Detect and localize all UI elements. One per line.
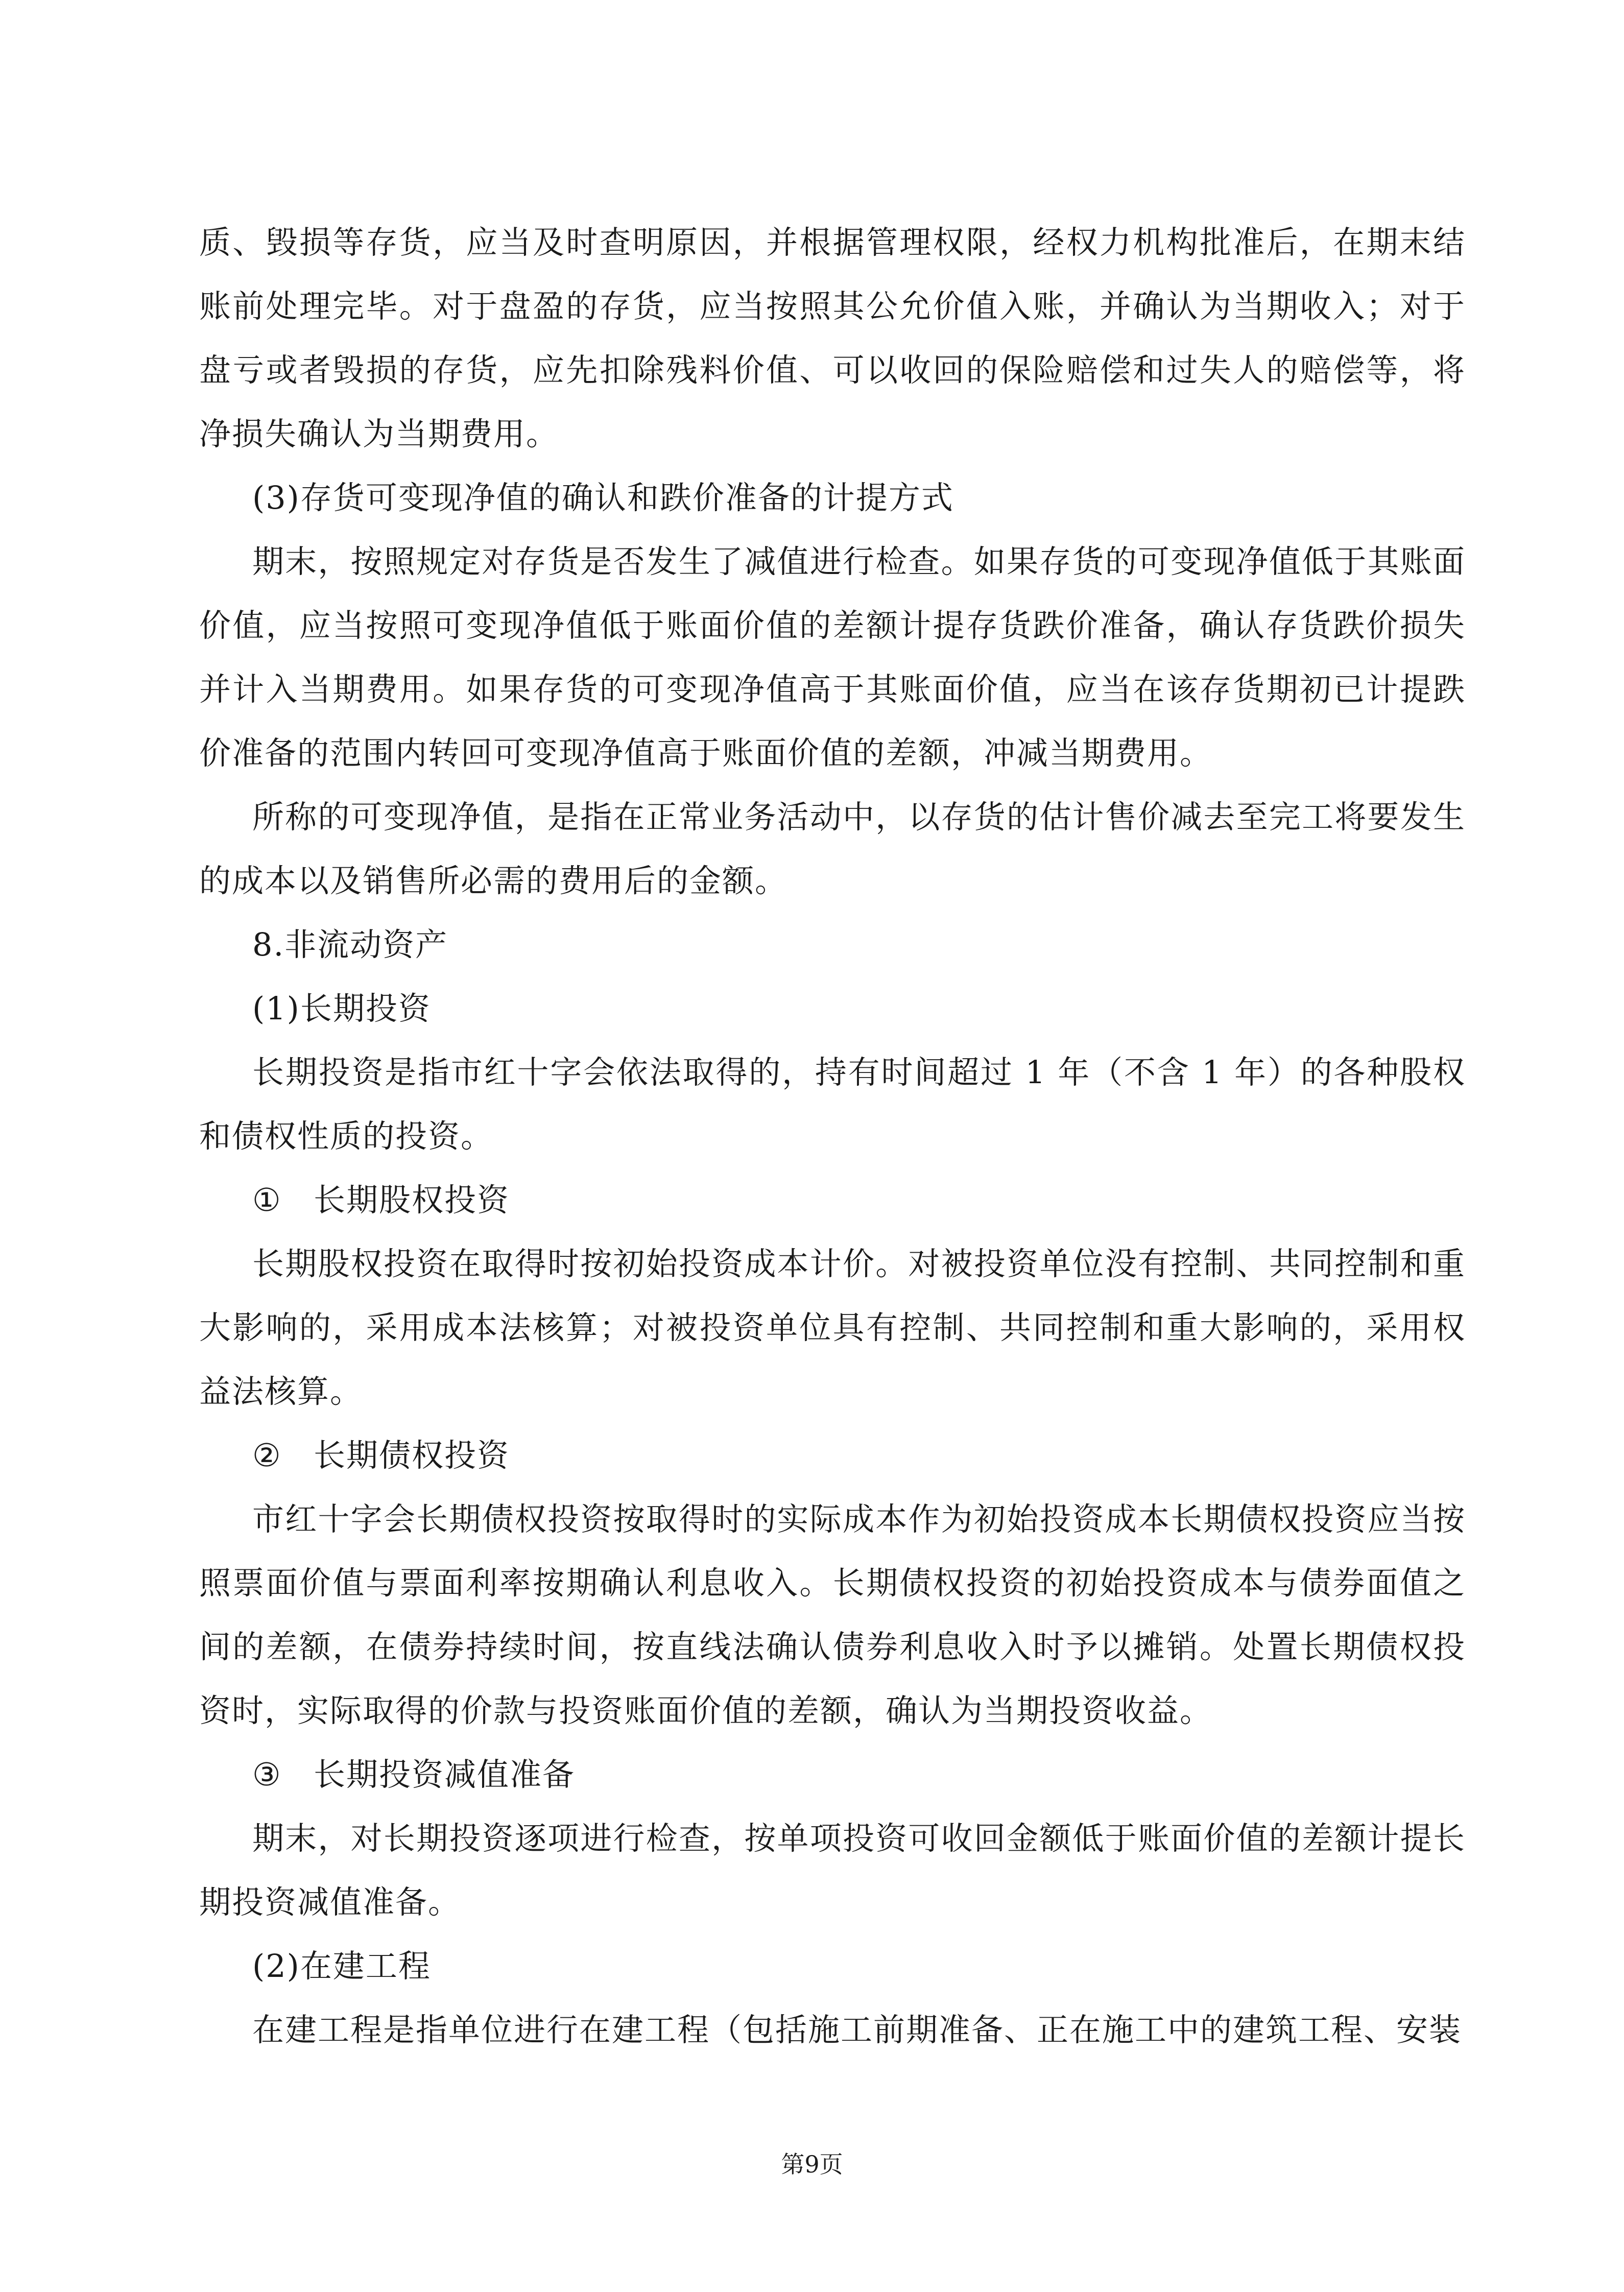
item-1-heading: 长期股权投资 bbox=[314, 1181, 510, 1219]
sub-1-heading: (1)长期投资 bbox=[252, 990, 431, 1027]
item-1-heading-line bbox=[199, 1168, 1466, 1232]
item-2-heading-line bbox=[199, 1423, 1466, 1487]
item-2-paragraph: 市红十字会长期债权投资按取得时的实际成本作为初始投资成本长期债权投资应当按照票面价值与票面利率按期确认利息收入。长期债权投资的初始投资成本与债券面值之间的差额，在债券持续时间，按直线法确认债券利息收入时予以摊销。处置长期债权投资时，实际取得的价款与投资账面价值的差额，确认为当期投资收益。 bbox=[199, 1500, 1466, 1729]
sub-1-paragraph: 长期投资是指市红十字会依法取得的，持有时间超过 1 年（不含 1 年）的各种股权和债权性质的投资。 bbox=[199, 1054, 1466, 1155]
sub-2-paragraph: 在建工程是指单位进行在建工程（包括施工前期准备、正在施工中的建筑工程、安装 bbox=[252, 2011, 1462, 2048]
item-2-heading: 长期债权投资 bbox=[314, 1437, 510, 1474]
item-3-marker: ③ bbox=[252, 1756, 282, 1793]
section-3-paragraph-2: 所称的可变现净值，是指在正常业务活动中，以存货的估计售价减去至完工将要发生的成本以及销售所必需的费用后的金额。 bbox=[199, 798, 1466, 899]
item-3-heading: 长期投资减值准备 bbox=[314, 1756, 576, 1793]
section-8-heading: 8.非流动资产 bbox=[252, 926, 448, 963]
item-1-paragraph: 长期股权投资在取得时按初始投资成本计价。对被投资单位没有控制、共同控制和重大影响的，采用成本法核算；对被投资单位具有控制、共同控制和重大影响的，采用权益法核算。 bbox=[199, 1245, 1466, 1410]
continuation-paragraph: 质、毁损等存货，应当及时查明原因，并根据管理权限，经权力机构批准后，在期末结账前处理完毕。对于盘盈的存货，应当按照其公允价值入账，并确认为当期收入；对于盘亏或者毁损的存货，应先扣除残料价值、可以收回的保险赔偿和过失人的赔偿等，将净损失确认为当期费用。 bbox=[199, 224, 1466, 452]
item-1-marker: ① bbox=[252, 1181, 282, 1219]
item-3-heading-line bbox=[199, 1742, 1466, 1806]
section-3-heading: (3)存货可变现净值的确认和跌价准备的计提方式 bbox=[252, 479, 954, 516]
document-body bbox=[199, 210, 1466, 2062]
item-3-paragraph: 期末，对长期投资逐项进行检查，按单项投资可收回金额低于账面价值的差额计提长期投资减值准备。 bbox=[199, 1820, 1466, 1921]
sub-2-heading: (2)在建工程 bbox=[252, 1947, 431, 1985]
page-number: 第9页 bbox=[781, 2151, 843, 2178]
section-3-paragraph-1: 期末，按照规定对存货是否发生了减值进行检查。如果存货的可变现净值低于其账面价值，应当按照可变现净值低于账面价值的差额计提存货跌价准备，确认存货跌价损失并计入当期费用。如果存货的可变现净值高于其账面价值，应当在该存货期初已计提跌价准备的范围内转回可变现净值高于账面价值的差额，冲减当期费用。 bbox=[199, 543, 1466, 772]
item-2-marker: ② bbox=[252, 1437, 282, 1474]
